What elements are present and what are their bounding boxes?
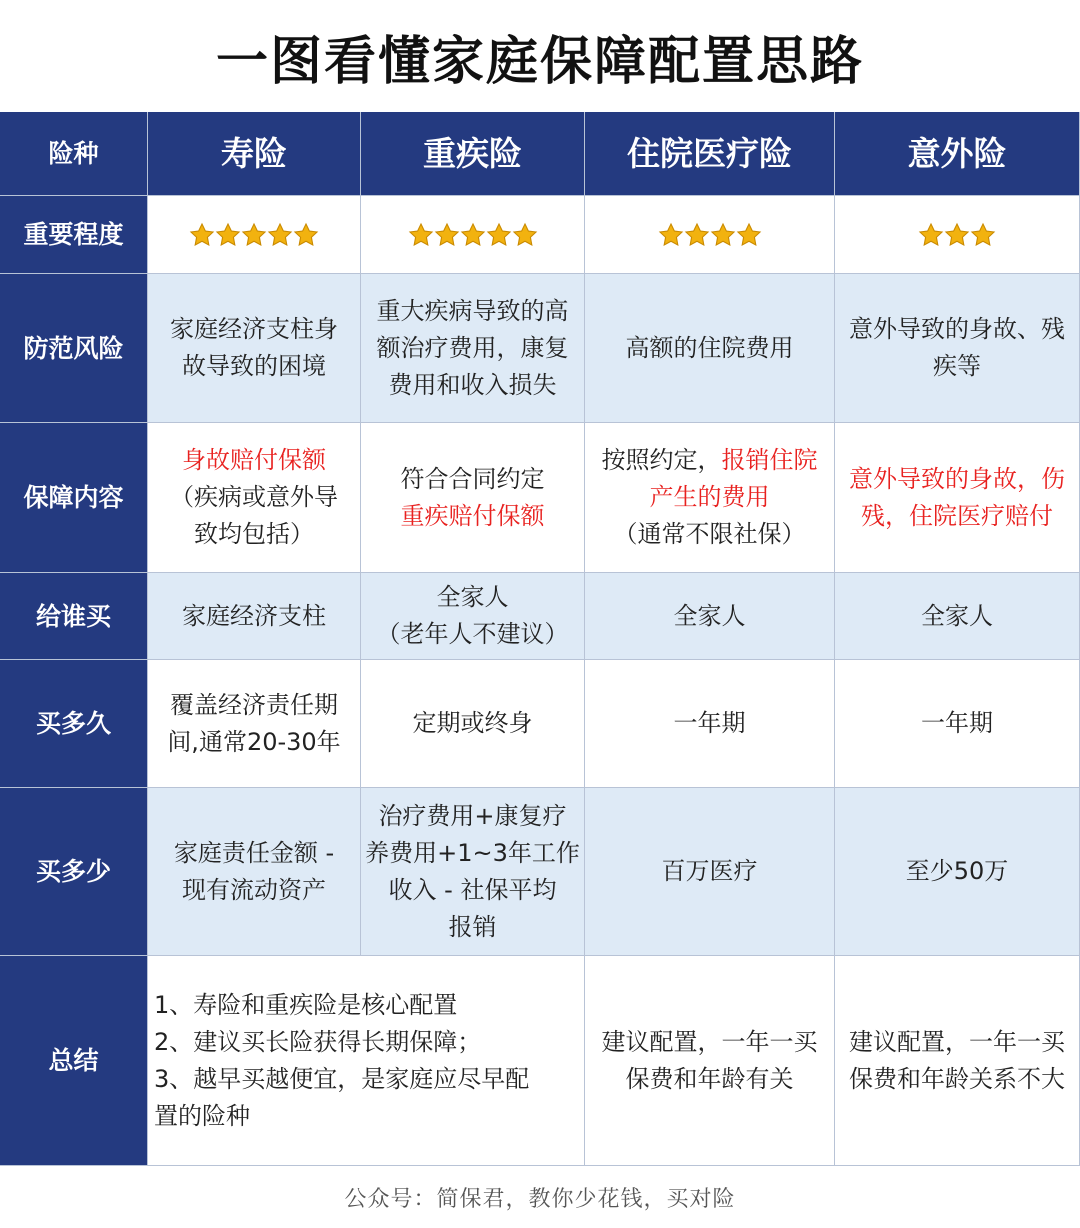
text-line: 疾等 xyxy=(933,352,981,380)
text-line: （老年人不建议） xyxy=(376,620,569,648)
highlight-text: 身故赔付保额 xyxy=(182,446,326,474)
risk-critical xyxy=(361,274,585,423)
coverage-critical xyxy=(361,423,585,573)
star-icon xyxy=(267,222,293,248)
text-line: 百万医疗 xyxy=(661,857,758,885)
text-line: （疾病或意外导 xyxy=(170,483,338,511)
row-label-amount: 买多少 xyxy=(0,788,148,956)
row-label-importance: 重要程度 xyxy=(0,196,148,274)
text-line: 保费和年龄关系不大 xyxy=(849,1064,1065,1093)
star-rating xyxy=(918,222,996,248)
star-icon xyxy=(293,222,319,248)
text-line: 一年期 xyxy=(921,709,993,737)
text-line: 一年期 xyxy=(673,709,746,737)
row-label-duration: 买多久 xyxy=(0,660,148,788)
who-hospital xyxy=(585,573,835,660)
text-line: 建议配置，一年一买 xyxy=(601,1027,818,1056)
highlight-text: 意外导致的身故，伤 xyxy=(849,464,1065,493)
text-line: 覆盖经济责任期 xyxy=(170,690,338,719)
who-critical xyxy=(361,573,585,660)
row-label-summary: 总结 xyxy=(0,956,148,1166)
star-icon xyxy=(189,222,215,248)
text-line: 意外导致的身故、残 xyxy=(849,315,1065,343)
text-line: 建议配置，一年一买 xyxy=(849,1027,1065,1056)
duration-life xyxy=(148,660,361,788)
text-line: （通常不限社保） xyxy=(613,520,806,548)
header-life-insurance: 寿险 xyxy=(148,112,361,196)
text-line: 1、寿险和重疾险是核心配置 xyxy=(154,990,458,1019)
summary-accident xyxy=(835,956,1080,1166)
star-icon xyxy=(241,222,267,248)
page-title: 一图看懂家庭保障配置思路 xyxy=(215,31,864,92)
text-line: 收入 - 社保平均 xyxy=(388,875,557,904)
importance-accident xyxy=(835,196,1080,274)
text-line: 2、建议买长险获得长期保障； xyxy=(154,1027,482,1056)
importance-hospital xyxy=(585,196,835,274)
footer-credit: 公众号：简保君，教你少花钱，买对险 xyxy=(344,1186,736,1212)
text-line: 致均包括） xyxy=(194,520,314,548)
text-line: 定期或终身 xyxy=(412,709,533,737)
star-icon xyxy=(215,222,241,248)
star-icon xyxy=(658,222,684,248)
text-line: 全家人 xyxy=(436,583,509,611)
text-line xyxy=(602,442,818,479)
text-line: 家庭经济支柱 xyxy=(182,601,326,630)
text-line: 现有流动资产 xyxy=(182,875,326,904)
who-accident xyxy=(835,573,1080,660)
text-line: 间,通常20-30年 xyxy=(167,727,341,756)
row-label-risk: 防范风险 xyxy=(0,274,148,423)
text-line: 符合合同约定 xyxy=(400,464,545,493)
text-line: 家庭经济支柱身 xyxy=(170,315,338,343)
risk-hospital xyxy=(585,274,835,423)
star-icon xyxy=(486,222,512,248)
highlight-text: 产生的费用 xyxy=(649,483,770,511)
duration-critical xyxy=(361,660,585,788)
star-rating xyxy=(189,222,319,248)
row-label-who: 给谁买 xyxy=(0,573,148,660)
summary-hospital xyxy=(585,956,835,1166)
text-line: 家庭责任金额 - xyxy=(173,838,335,867)
star-icon xyxy=(970,222,996,248)
header-accident: 意外险 xyxy=(835,112,1080,196)
text-line: 养费用+1~3年工作 xyxy=(365,838,580,867)
risk-life xyxy=(148,274,361,423)
text-line: 费用和收入损失 xyxy=(388,370,557,399)
importance-critical xyxy=(361,196,585,274)
coverage-life xyxy=(148,423,361,573)
coverage-hospital xyxy=(585,423,835,573)
amount-critical xyxy=(361,788,585,956)
highlight-text: 残，住院医疗赔付 xyxy=(861,501,1053,530)
text-line: 至少50万 xyxy=(905,857,1009,885)
star-icon xyxy=(408,222,434,248)
text-line: 故导致的困境 xyxy=(182,352,326,380)
header-hospital-medical: 住院医疗险 xyxy=(585,112,835,196)
star-icon xyxy=(944,222,970,248)
coverage-accident xyxy=(835,423,1080,573)
star-icon xyxy=(434,222,460,248)
star-rating xyxy=(658,222,762,248)
star-icon xyxy=(684,222,710,248)
importance-life xyxy=(148,196,361,274)
text-line: 保费和年龄有关 xyxy=(625,1064,794,1093)
highlight-text: 报销住院 xyxy=(721,446,818,474)
highlight-text: 重疾赔付保额 xyxy=(400,501,545,530)
summary-life-critical xyxy=(148,956,585,1166)
header-critical-illness: 重疾险 xyxy=(361,112,585,196)
star-icon xyxy=(710,222,736,248)
amount-life xyxy=(148,788,361,956)
risk-accident xyxy=(835,274,1080,423)
text-line: 治疗费用+康复疗 xyxy=(378,801,567,830)
star-icon xyxy=(512,222,538,248)
who-life xyxy=(148,573,361,660)
star-icon xyxy=(736,222,762,248)
text-line: 额治疗费用，康复 xyxy=(376,333,569,362)
amount-accident xyxy=(835,788,1080,956)
text-line: 3、越早买越便宜，是家庭应尽早配 xyxy=(154,1064,530,1093)
text-line: 置的险种 xyxy=(154,1101,250,1130)
row-label-coverage: 保障内容 xyxy=(0,423,148,573)
text-fragment: 按照约定， xyxy=(601,446,722,474)
text-line: 全家人 xyxy=(673,601,746,630)
text-line: 报销 xyxy=(448,912,497,941)
duration-accident xyxy=(835,660,1080,788)
star-icon xyxy=(460,222,486,248)
star-icon xyxy=(918,222,944,248)
duration-hospital xyxy=(585,660,835,788)
star-rating xyxy=(408,222,538,248)
insurance-table xyxy=(0,112,1080,1166)
header-insurance-type: 险种 xyxy=(0,112,148,196)
amount-hospital xyxy=(585,788,835,956)
text-line: 高额的住院费用 xyxy=(625,333,794,362)
text-line: 全家人 xyxy=(921,601,993,630)
text-line: 重大疾病导致的高 xyxy=(376,296,569,325)
